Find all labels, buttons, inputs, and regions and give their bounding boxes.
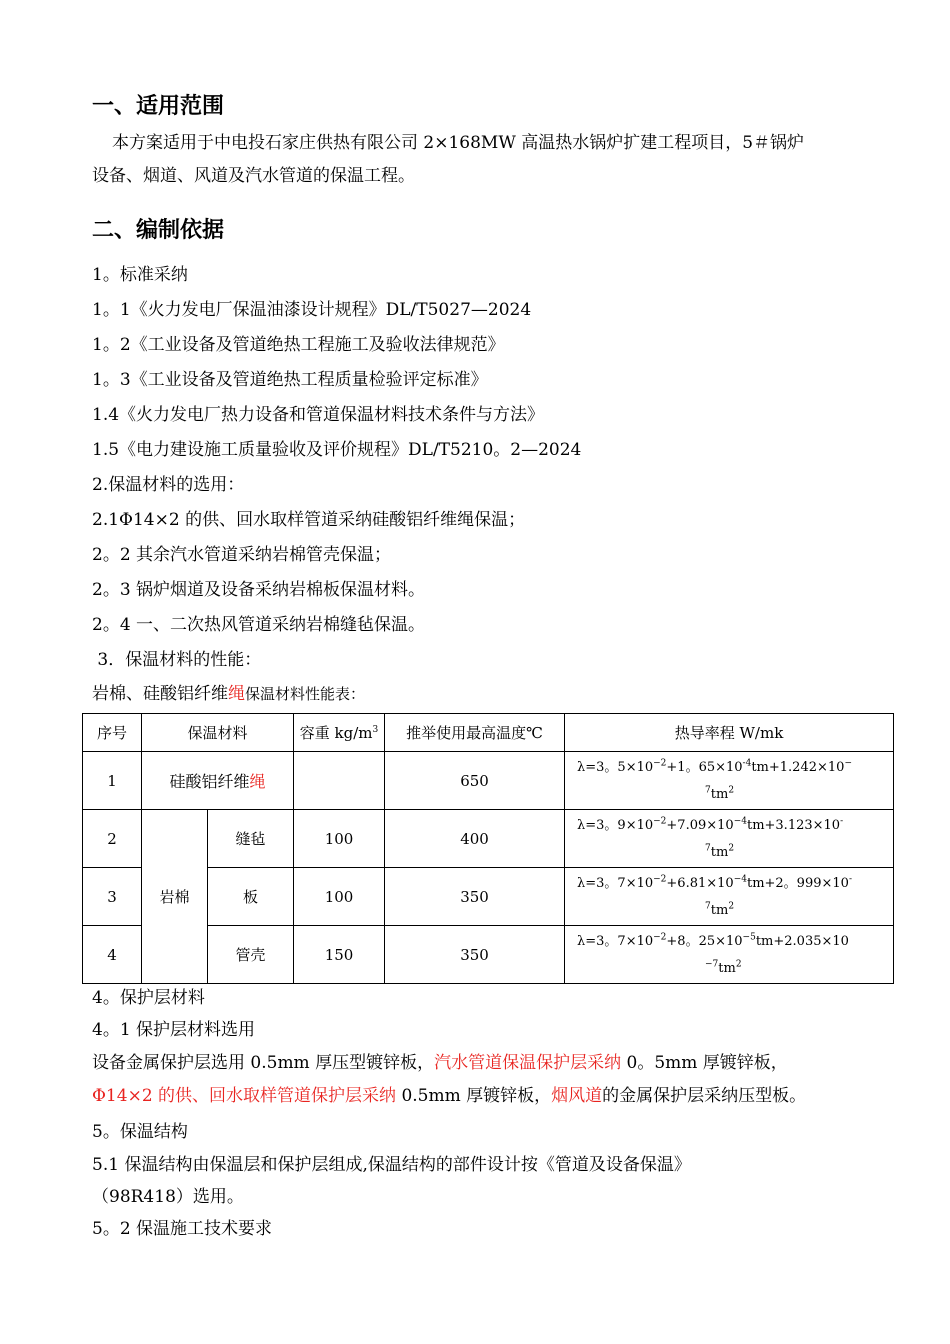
header-maxtemp: 推举使用最高温度℃ [385,714,565,752]
material-properties-table [82,713,894,984]
para-text: 0。5mm 厚镀锌板， [621,1053,788,1073]
formula-exp: − [844,758,852,769]
formula-exp: -4 [742,758,752,769]
formula-part: tm+2。999×10 [746,875,849,891]
section1-para-line1: 本方案适用于中电投石家庄供热有限公司 2×168MW 高温热水锅炉扩建工程项目，5＃锅炉 [112,133,805,153]
formula-part: tm+2.035×10 [755,933,849,949]
list-item: 1.5《电力建设施工质量验收及评价规程》DL/T5210。2—2024 [92,440,582,460]
table-caption-part: 岩棉、硅酸铝纤维 [92,684,228,704]
cell-maxtemp: 350 [385,868,565,926]
cell-sub-material: 缝毡 [208,810,294,868]
section5-para-line1: 5.1 保温结构由保温层和保护层组成,保温结构的部件设计按《管道及设备保温》 [92,1155,691,1175]
formula-part: tm [710,786,729,802]
cell-material [142,752,294,810]
header-material: 保温材料 [142,714,294,752]
formula-part: +6.81×10 [666,875,734,891]
cell-maxtemp: 400 [385,810,565,868]
section5-title: 5。保温结构 [92,1122,188,1142]
para-text: 0.5mm 厚镀锌板， [396,1086,552,1106]
list-item: 3．保温材料的性能： [92,650,262,670]
formula-part: tm+1.242×10 [751,759,845,775]
list-item: 1。3《工业设备及管道绝热工程质量检验评定标准》 [92,370,488,390]
cell-density: 100 [294,868,385,926]
formula-line2 [577,903,734,918]
table-caption-highlight: 绳 [228,684,245,704]
list-item: 1。标准采纳 [92,265,188,285]
list-item: 2。2 其余汽水管道采纳岩棉管壳保温； [92,545,392,565]
formula-part: tm [710,844,729,860]
formula-exp: −2 [653,816,667,827]
header-no: 序号 [83,714,142,752]
formula-exp: 2 [728,901,735,912]
formula-line2 [577,787,734,802]
formula-exp: −5 [742,932,756,943]
section1-para-line2: 设备、烟道、风道及汽水管道的保温工程。 [92,166,415,186]
cell-sub-material: 板 [208,868,294,926]
cell-material-text: 硅酸铝纤维 [169,772,250,791]
formula-part: +1。65×10 [666,759,743,775]
table-row [83,810,894,868]
cell-conductivity-formula [565,926,894,984]
cell-conductivity-formula [565,810,894,868]
section5-sub2: 5。2 保温施工技术要求 [92,1219,273,1239]
cell-no: 3 [83,868,142,926]
para-text: 设备金属保护层选用 0.5mm 厚压型镀锌板， [92,1053,435,1073]
formula-exp: 2 [728,843,735,854]
formula-part: tm+3.123×10 [746,817,841,833]
cell-sub-material: 管壳 [208,926,294,984]
table-caption [92,682,365,706]
section1-title: 一、适用范围 [92,94,225,119]
cell-conductivity-formula [565,868,894,926]
table-row [83,752,894,810]
para-highlight: 烟风道 [551,1086,603,1106]
formula-exp: −2 [653,932,667,943]
header-conductivity: 热导率程 W/mk [565,714,894,752]
section4-para-line2 [92,1084,806,1108]
cell-conductivity-formula [565,752,894,810]
list-item: 1。1《火力发电厂保温油漆设计规程》DL/T5027—2024 [92,300,532,320]
formula-exp: 2 [728,785,735,796]
table-header-row [83,714,894,752]
formula-exp: - [840,816,844,827]
cell-density: 100 [294,810,385,868]
para-text: 的金属保护层采纳压型板。 [602,1086,807,1106]
formula-exp: 7 [705,785,711,796]
list-item: 2.1Φ14×2 的供、回水取样管道采纳硅酸铝纤维绳保温； [92,510,526,530]
list-item: 2。3 锅炉烟道及设备采纳岩棉板保温材料。 [92,580,426,600]
cell-no: 2 [83,810,142,868]
cell-density: 150 [294,926,385,984]
formula-exp: −7 [705,959,719,970]
cell-maxtemp: 350 [385,926,565,984]
formula-part: tm [710,902,729,918]
section4-para-line1 [92,1051,788,1075]
formula-exp: −4 [733,874,747,885]
para-highlight: 汽水管道保温保护层采纳 [434,1053,622,1073]
section2-title: 二、编制依据 [92,218,225,243]
formula-line2 [577,961,742,976]
cell-material-highlight: 绳 [249,772,266,791]
formula-exp: −2 [653,758,667,769]
cell-no: 1 [83,752,142,810]
formula-line2 [577,845,734,860]
formula-exp: 7 [705,843,711,854]
list-item: 1.4《火力发电厂热力设备和管道保温材料技术条件与方法》 [92,405,545,425]
formula-exp: −2 [653,874,667,885]
header-density-sup: 3 [372,725,379,735]
cell-maxtemp: 650 [385,752,565,810]
formula-part: +7.09×10 [666,817,734,833]
formula-part: +8。25×10 [666,933,743,949]
list-item: 2.保温材料的选用： [92,475,245,495]
section4-sub1: 4。1 保护层材料选用 [92,1020,256,1040]
section4-title: 4。保护层材料 [92,988,205,1008]
list-item: 1。2《工业设备及管道绝热工程施工及验收法律规范》 [92,335,505,355]
para-highlight: Φ14×2 的供、回水取样管道保护层采纳 [92,1086,397,1106]
formula-part: tm [718,960,736,976]
formula-part: λ=3。7×10 [577,875,654,891]
list-item: 2。4 一、二次热风管道采纳岩棉缝毡保温。 [92,615,426,635]
formula-part: λ=3。5×10 [577,759,654,775]
formula-part: λ=3。7×10 [577,933,654,949]
formula-exp: 2 [735,959,742,970]
cell-density-empty [294,752,385,810]
table-caption-part: 保温材料性能表： [245,685,366,703]
header-density [294,714,385,752]
header-density-text: 容重 kg/m [299,724,373,742]
formula-exp: −4 [733,816,747,827]
cell-group-label: 岩棉 [142,810,208,984]
formula-exp: - [848,874,852,885]
formula-part: λ=3。9×10 [577,817,654,833]
section5-para-line2: （98R418）选用。 [92,1187,244,1207]
cell-no: 4 [83,926,142,984]
formula-exp: 7 [705,901,711,912]
